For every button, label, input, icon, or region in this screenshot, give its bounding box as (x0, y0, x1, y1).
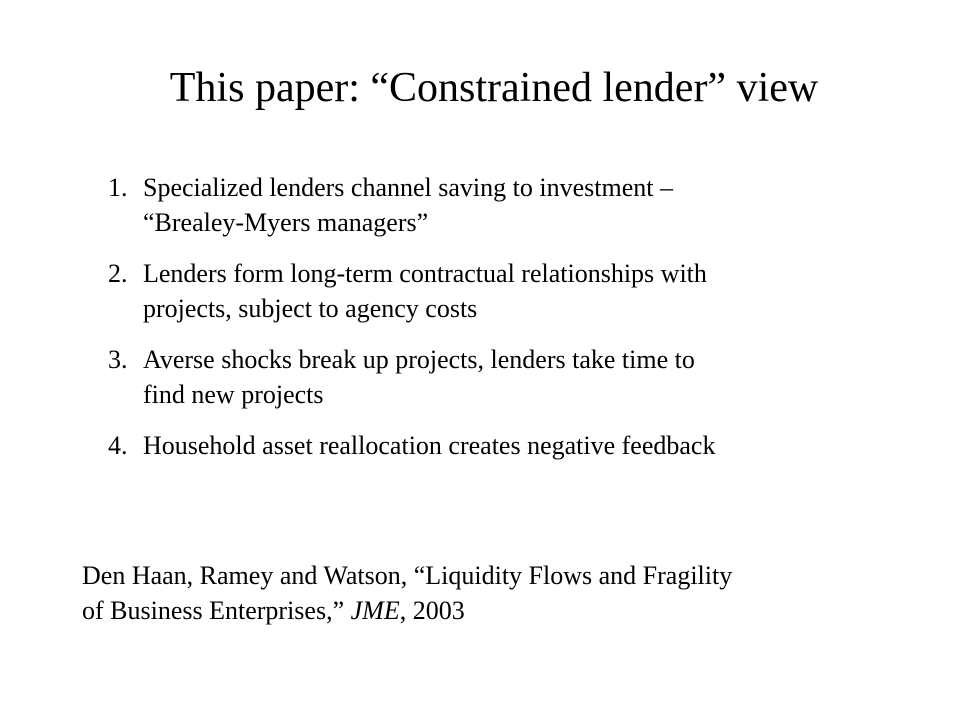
item-number: 3. (108, 345, 128, 374)
item-text-line: projects, subject to agency costs (143, 294, 478, 323)
reference-line-2-suffix: , 2003 (399, 596, 465, 625)
item-number: 1. (108, 173, 128, 202)
slide-title: This paper: “Constrained lender” view (169, 65, 819, 111)
list-item (108, 256, 868, 326)
point-list (108, 170, 868, 479)
item-number: 4. (108, 431, 128, 460)
reference-citation (82, 558, 902, 628)
item-text-line: Household asset reallocation creates negative feedback (143, 431, 716, 460)
list-item (108, 170, 868, 240)
item-text-line: “Brealey-Myers managers” (143, 208, 429, 237)
item-text-line: Specialized lenders channel saving to investment – (143, 173, 673, 202)
reference-line-2-prefix: of Business Enterprises,” (82, 596, 351, 625)
reference-line-2 (82, 593, 902, 628)
list-item (108, 342, 868, 412)
reference-line-1: Den Haan, Ramey and Watson, “Liquidity Flows and Fragility (82, 561, 733, 590)
item-text-line: find new projects (143, 380, 324, 409)
item-text-line: Lenders form long-term contractual relationships with (143, 259, 707, 288)
item-text-line: Averse shocks break up projects, lenders take time to (143, 345, 695, 374)
list-item (108, 428, 868, 463)
journal-name: JME (350, 596, 400, 625)
item-number: 2. (108, 259, 128, 288)
